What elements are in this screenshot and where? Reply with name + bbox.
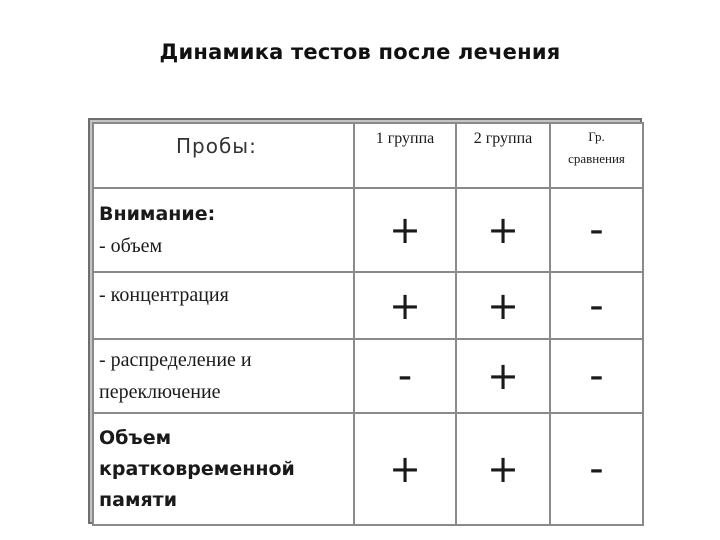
row-label-memory-line2: кратковременной: [99, 457, 295, 480]
table-row: [93, 272, 643, 339]
cell-group2-mark: +: [456, 272, 550, 339]
cell-group1-mark: +: [354, 272, 456, 339]
cell-comparison-mark: -: [550, 413, 643, 525]
table-row: [93, 188, 643, 272]
cell-group2-mark: +: [456, 339, 550, 413]
row-label-memory-line1: Объем: [99, 426, 172, 449]
row-label-memory-line3: памяти: [99, 488, 178, 511]
header-group-1: 1 группа: [354, 123, 456, 188]
header-comparison-group: [550, 123, 643, 188]
results-table: [92, 122, 644, 526]
page-title: Динамика тестов после лечения: [159, 40, 561, 64]
cell-group2-mark: +: [456, 188, 550, 272]
table-row: [93, 413, 643, 525]
header-label-tests: Пробы:: [93, 123, 354, 188]
header-comparison-line2: сравнения: [568, 151, 625, 166]
header-group-2: 2 группа: [456, 123, 550, 188]
results-table-frame: [88, 118, 642, 524]
cell-comparison-mark: -: [550, 188, 643, 272]
table-row: [93, 339, 643, 413]
row-label-short-term-memory: [93, 413, 354, 525]
row-label-distribution-switching: [93, 339, 354, 413]
cell-group1-mark: +: [354, 413, 456, 525]
cell-comparison-mark: -: [550, 339, 643, 413]
row-label-switching: переключение: [99, 381, 221, 403]
cell-group2-mark: +: [456, 413, 550, 525]
cell-group1-mark: -: [354, 339, 456, 413]
row-label-volume: - объем: [99, 234, 163, 257]
table-header-row: [93, 123, 643, 188]
row-label-concentration: - концентрация: [93, 272, 354, 339]
cell-comparison-mark: -: [550, 272, 643, 339]
row-label-attention-volume: [93, 188, 354, 272]
row-label-distribution: - распределение и: [99, 349, 252, 371]
row-label-attention: Внимание:: [99, 202, 216, 225]
cell-group1-mark: +: [354, 188, 456, 272]
header-comparison-line1: Гр.: [588, 129, 605, 144]
